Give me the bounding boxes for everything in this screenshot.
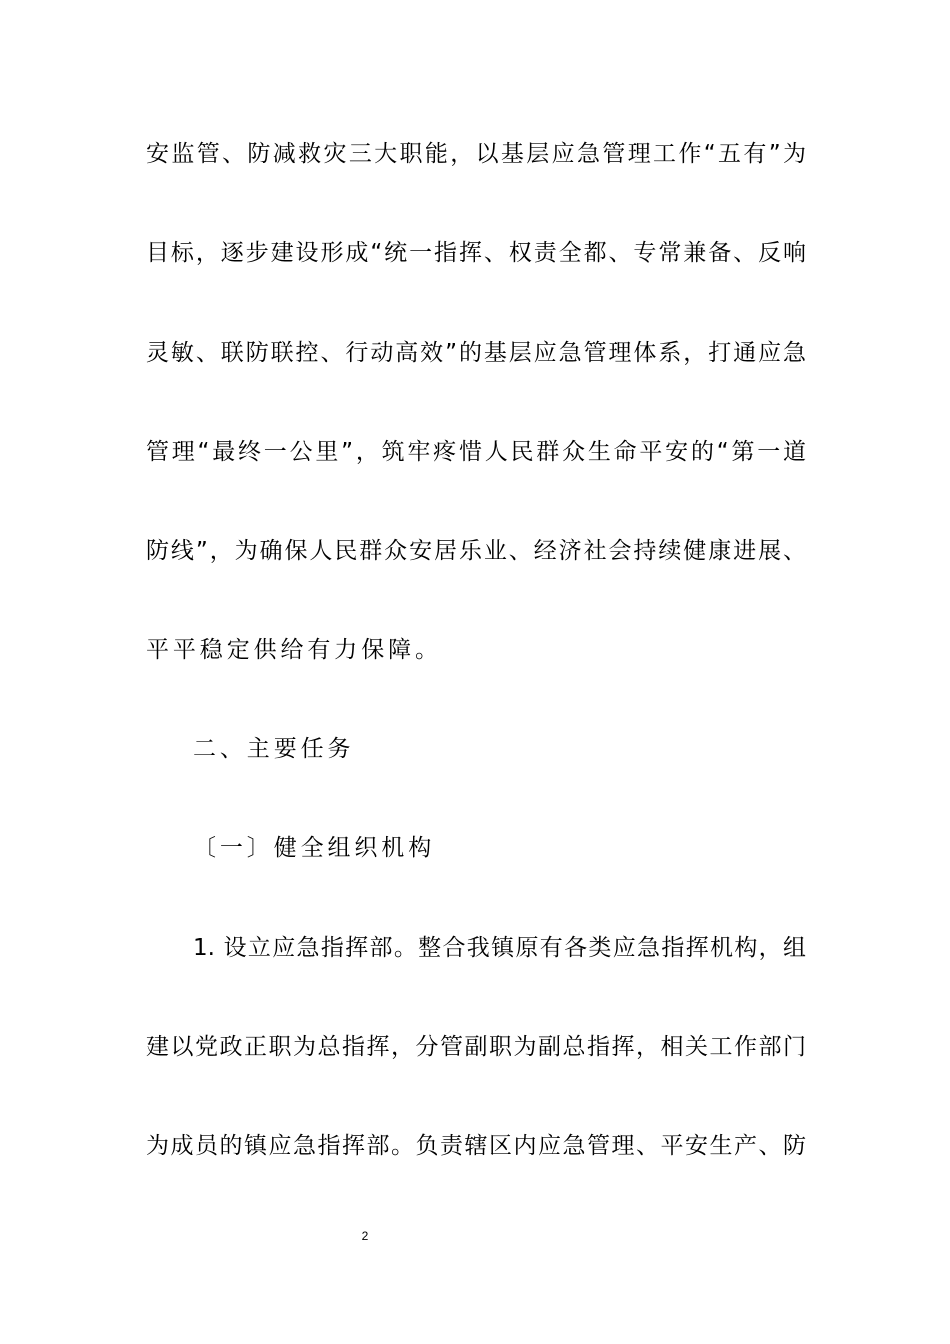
item-text-line: 1. 设立应急指挥部。整合我镇原有各类应急指挥机构，组 (193, 935, 806, 961)
body-text-line: 安监管、防减救灾三大职能，以基层应急管理工作“五有”为 (146, 141, 806, 167)
subsection-heading: 〔一〕健全组织机构 (193, 835, 436, 861)
page-number: 2 (361, 1229, 369, 1243)
body-text-line: 目标，逐步建设形成“统一指挥、权责全都、专常兼备、反响 (146, 240, 806, 266)
body-text-line: 平平稳定供给有力保障。 (146, 637, 442, 663)
body-text-line: 防线”，为确保人民群众安居乐业、经济社会持续健康进展、 (146, 538, 806, 564)
body-text-line: 管理“最终一公里”，筑牢疼惜人民群众生命平安的“第一道 (146, 439, 806, 465)
body-text-line: 灵敏、联防联控、行动高效”的基层应急管理体系，打通应急 (146, 340, 806, 366)
item-text-line: 建以党政正职为总指挥，分管副职为副总指挥，相关工作部门 (146, 1034, 806, 1060)
section-heading: 二、主要任务 (193, 736, 355, 762)
item-text-line: 为成员的镇应急指挥部。负责辖区内应急管理、平安生产、防 (146, 1133, 806, 1159)
